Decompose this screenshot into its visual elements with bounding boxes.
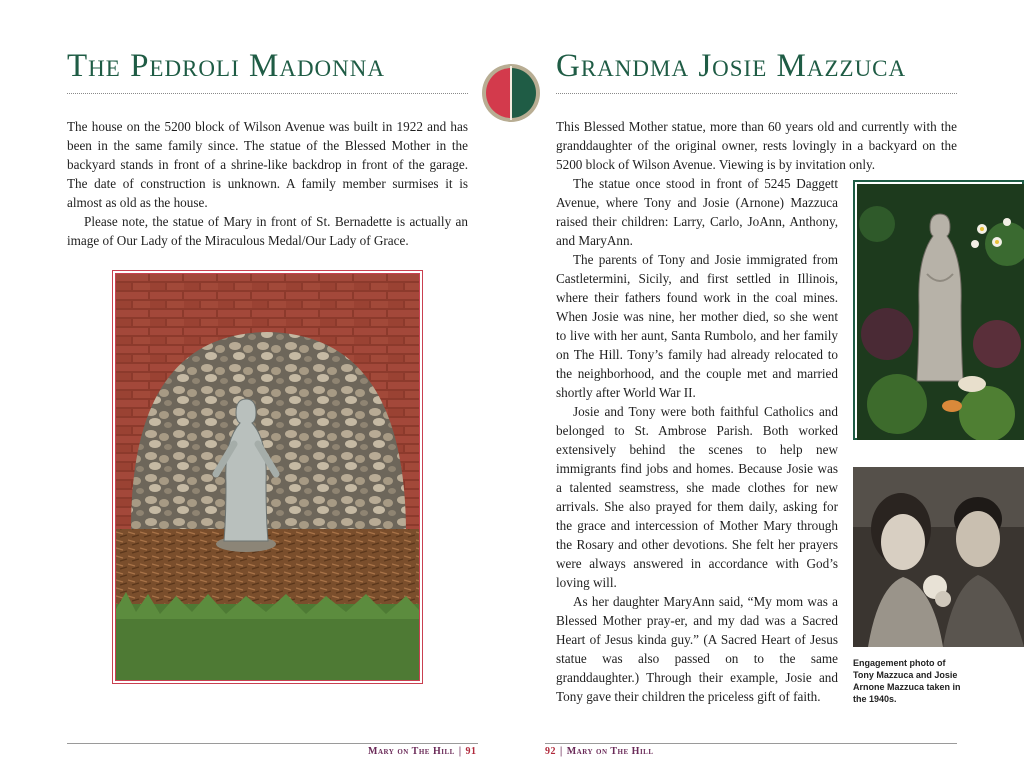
left-footer-rule xyxy=(67,743,478,744)
left-footer-title: Mary on The Hill xyxy=(368,746,455,757)
left-page-number: 91 xyxy=(465,746,477,757)
left-paragraph-2: Please note, the statue of Mary in front of St. Bernadette is actually an image of Our Lady of the Miraculous Medal/Our Lady of Grace. xyxy=(67,214,468,248)
right-paragraph-2: The parents of Tony and Josie immigrated from Castletermini, Sicily, and first settled in Illinois, where their fathers found work in the coal mines. When Josie was nine, her mother died, so she went to live with her aunt, Santa Rumbolo, and her family on The Hill. Tony’s family had already relocated to the neighborhood, and the couple met and married shortly after World War II. xyxy=(556,252,838,400)
right-footer-rule xyxy=(545,743,957,744)
center-badge-icon xyxy=(481,62,541,124)
left-footer: Mary on The Hill | 91 xyxy=(368,746,477,757)
right-paragraph-3: Josie and Tony were both faithful Catholics and belonged to St. Ambrose Parish. Both worked extensively behind the scenes to help new immigrants find jobs and homes. Because Josie was a talented seamstress, she made clothes for new arrivals. She also prayed for them daily, asking for the grace and intercession of Mother Mary through the Rosary and other devotions. She felt her prayers were always answered in accordance with God’s loving will. xyxy=(556,404,838,590)
left-body-text xyxy=(67,117,468,250)
engagement-photo-icon xyxy=(853,467,1024,647)
left-page-title: The Pedroli Madonna xyxy=(67,48,385,84)
engagement-photo xyxy=(853,467,1024,647)
right-body-text xyxy=(556,174,838,706)
right-intro-paragraph: This Blessed Mother statue, more than 60 years old and currently with the granddaughter of the original owner, rests lovingly in a backyard on the 5200 block of Wilson Avenue. Viewing is by invitation only. xyxy=(556,119,957,172)
madonna-grotto-icon xyxy=(116,274,419,680)
right-footer: 92 | Mary on The Hill xyxy=(545,746,654,757)
madonna-grotto-photo xyxy=(112,270,423,684)
right-paragraph-1: The statue once stood in front of 5245 Daggett Avenue, where Tony and Josie (Arnone) Mazzuca raised their children: Larry, Carlo, JoAnn, Anthony, and MaryAnn. xyxy=(556,176,838,248)
right-page-number: 92 xyxy=(545,746,556,757)
right-page-title: Grandma Josie Mazzuca xyxy=(556,48,907,84)
right-paragraph-4: As her daughter MaryAnn said, “My mom was a Blessed Mother pray-er, and my dad was a Sacred Heart of Jesus kinda guy.” (A Sacred Heart of Jesus statue was also passed on to the same granddaughter.) Through their example, Josie and Tony gave their children the priceless gift of faith. xyxy=(556,594,838,704)
garden-statue-icon xyxy=(857,184,1024,440)
left-title-rule xyxy=(67,93,468,94)
engagement-photo-caption: Engagement photo of Tony Mazzuca and Josie Arnone Mazzuca taken in the 1940s. xyxy=(853,658,961,704)
right-intro-text xyxy=(556,117,957,174)
right-title-rule xyxy=(556,93,957,94)
garden-statue-photo xyxy=(853,180,1024,440)
right-footer-title: Mary on The Hill xyxy=(566,746,654,757)
left-paragraph-1: The house on the 5200 block of Wilson Avenue was built in 1922 and has been in the same family since. The statue of the Blessed Mother in the backyard stands in front of a shrine-like backdrop in front of the garage. The date of construction is unknown. A family member surmises it is almost as old as the house. xyxy=(67,119,468,210)
